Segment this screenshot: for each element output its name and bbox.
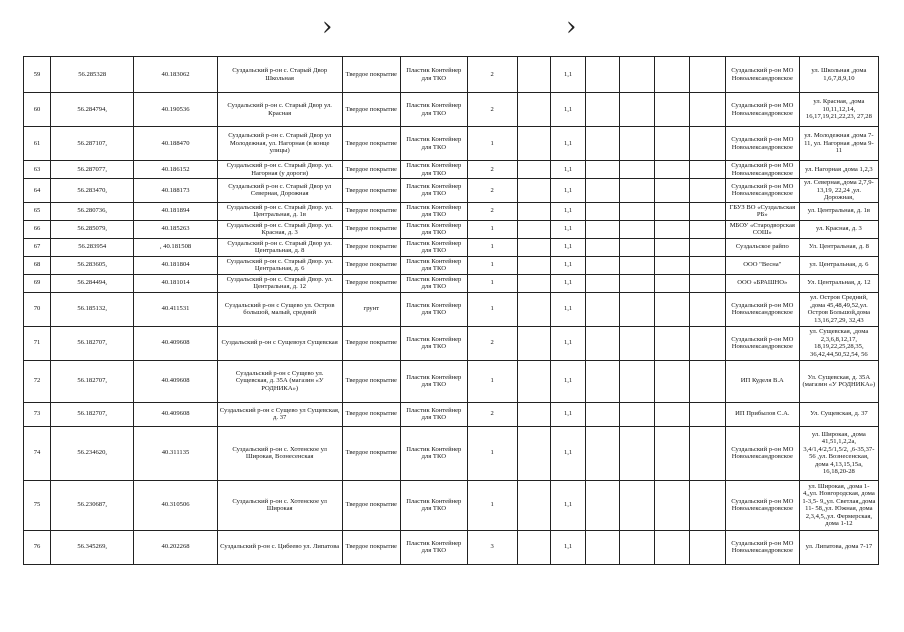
container-type: Пластик Контейнер для ТКО xyxy=(400,127,467,161)
served-addresses: ул. Сущевская, ,дома 2,3,6,8,12,17, 18,19,22,25,28,35, 36,42,44,50,52,54, 56 xyxy=(799,326,878,360)
container-type: Пластик Контейнер для ТКО xyxy=(400,256,467,274)
row-number: 72 xyxy=(24,360,51,402)
empty-cell xyxy=(517,326,550,360)
empty-cell xyxy=(586,256,619,274)
empty-cell xyxy=(517,360,550,402)
latitude: 56.284794, xyxy=(51,93,134,127)
empty-cell xyxy=(586,530,619,564)
table-row xyxy=(24,360,879,402)
empty-cell xyxy=(619,530,654,564)
latitude: 56.182707, xyxy=(51,360,134,402)
site-owner: ГБУЗ ВО «Суздальская РБ» xyxy=(725,202,799,220)
empty-cell xyxy=(655,161,690,179)
latitude: 56.182707, xyxy=(51,402,134,426)
site-owner: ООО "Весна" xyxy=(725,256,799,274)
row-number: 76 xyxy=(24,530,51,564)
empty-cell xyxy=(619,238,654,256)
site-owner: Суздальский р-он МО Новоалександровское xyxy=(725,530,799,564)
site-address: Суздальский р-он с. Старый Двор ул Молодежная, ул. Нагорная (в конце улицы) xyxy=(217,127,342,161)
container-type: Пластик Контейнер для ТКО xyxy=(400,220,467,238)
latitude: 56.287077, xyxy=(51,161,134,179)
served-addresses: ул. Молодежная ,дома 7-11, ул. Нагорная ,дома 9-11 xyxy=(799,127,878,161)
table-row xyxy=(24,220,879,238)
container-type: Пластик Контейнер для ТКО xyxy=(400,292,467,326)
empty-cell xyxy=(619,202,654,220)
empty-cell xyxy=(586,179,619,203)
site-owner: Суздальский р-он МО Новоалександровское xyxy=(725,57,799,93)
latitude: 56.283954 xyxy=(51,238,134,256)
container-volume: 1,1 xyxy=(550,238,585,256)
longitude: 40.181804 xyxy=(134,256,217,274)
site-address: Суздальский р-он с Сущево ул. Сущевская, д. 35А (магазин «У РОДНИКА») xyxy=(217,360,342,402)
latitude: 56.234620, xyxy=(51,426,134,480)
latitude: 56.185132, xyxy=(51,292,134,326)
latitude: 56.284494, xyxy=(51,274,134,292)
row-number: 60 xyxy=(24,93,51,127)
empty-cell xyxy=(690,161,725,179)
surface-type: грунт xyxy=(342,292,400,326)
container-type: Пластик Контейнер для ТКО xyxy=(400,202,467,220)
site-address: Суздальский р-он с. Хотенское ул Широкая, Вознесенская xyxy=(217,426,342,480)
surface-type: Твердое покрытие xyxy=(342,480,400,530)
empty-cell xyxy=(586,402,619,426)
container-count: 1 xyxy=(467,256,517,274)
site-owner: Суздальское райпо xyxy=(725,238,799,256)
empty-cell xyxy=(586,292,619,326)
site-owner: Суздальский р-он МО Новоалександровское xyxy=(725,326,799,360)
empty-cell xyxy=(655,202,690,220)
latitude: 56.283470, xyxy=(51,179,134,203)
longitude: 40.183062 xyxy=(134,57,217,93)
empty-cell xyxy=(690,238,725,256)
empty-cell xyxy=(517,426,550,480)
site-address: Суздальский р-он с. Старый Двор. ул. Красная, д. 3 xyxy=(217,220,342,238)
surface-type: Твердое покрытие xyxy=(342,179,400,203)
container-volume: 1,1 xyxy=(550,360,585,402)
served-addresses: ул. Остров Средний, ,дома 45,48,49,52,ул. Остров Большой,дома 13,16,27,29, 32,43 xyxy=(799,292,878,326)
empty-cell xyxy=(517,202,550,220)
empty-cell xyxy=(619,326,654,360)
served-addresses: ул. Северная,,дома 2,7,9- 13,19, 22,24 ,ул. Дорожная, xyxy=(799,179,878,203)
empty-cell xyxy=(690,274,725,292)
container-volume: 1,1 xyxy=(550,530,585,564)
container-type: Пластик Контейнер для ТКО xyxy=(400,274,467,292)
surface-type: Твердое покрытие xyxy=(342,93,400,127)
empty-cell xyxy=(517,256,550,274)
served-addresses: ул. Широкая, ,дома 1-4,,ул. Новгородская, дома 1-3,5- 9,,ул. Светлая,,дома 11- 58,,ул. Южная, дома 2,3,4,5,,ул. Фермерская, дома 1-12 xyxy=(799,480,878,530)
table-row xyxy=(24,127,879,161)
container-count: 1 xyxy=(467,292,517,326)
row-number: 64 xyxy=(24,179,51,203)
site-owner: ИП Прибылов С.А. xyxy=(725,402,799,426)
container-type: Пластик Контейнер для ТКО xyxy=(400,57,467,93)
longitude: 40.310506 xyxy=(134,480,217,530)
container-count: 2 xyxy=(467,179,517,203)
empty-cell xyxy=(690,480,725,530)
longitude: 40.186152 xyxy=(134,161,217,179)
row-number: 71 xyxy=(24,326,51,360)
latitude: 56.285328 xyxy=(51,57,134,93)
table-row xyxy=(24,402,879,426)
longitude: , 40.181508 xyxy=(134,238,217,256)
container-count: 1 xyxy=(467,238,517,256)
site-address: Суздальский р-он с Сущево ул. Остров большой, малый, средний xyxy=(217,292,342,326)
empty-cell xyxy=(690,179,725,203)
container-volume: 1,1 xyxy=(550,426,585,480)
empty-cell xyxy=(586,57,619,93)
empty-cell xyxy=(655,360,690,402)
latitude: 56.283605, xyxy=(51,256,134,274)
empty-cell xyxy=(655,127,690,161)
empty-cell xyxy=(655,530,690,564)
empty-cell xyxy=(517,179,550,203)
page-marks xyxy=(0,14,904,44)
empty-cell xyxy=(586,93,619,127)
empty-cell xyxy=(619,179,654,203)
served-addresses: Ул. Сущевская, д. 37 xyxy=(799,402,878,426)
empty-cell xyxy=(619,127,654,161)
longitude: 40.181014 xyxy=(134,274,217,292)
surface-type: Твердое покрытие xyxy=(342,256,400,274)
empty-cell xyxy=(517,57,550,93)
empty-cell xyxy=(586,127,619,161)
empty-cell xyxy=(619,426,654,480)
empty-cell xyxy=(619,480,654,530)
container-count: 2 xyxy=(467,57,517,93)
table-row xyxy=(24,274,879,292)
container-type: Пластик Контейнер для ТКО xyxy=(400,179,467,203)
punch-mark-right: › xyxy=(566,12,577,42)
served-addresses: ул. Центральная, д. 1в xyxy=(799,202,878,220)
empty-cell xyxy=(690,326,725,360)
row-number: 61 xyxy=(24,127,51,161)
site-address: Суздальский р-он с. Хотенское ул Широкая xyxy=(217,480,342,530)
container-type: Пластик Контейнер для ТКО xyxy=(400,238,467,256)
row-number: 68 xyxy=(24,256,51,274)
empty-cell xyxy=(517,530,550,564)
empty-cell xyxy=(517,480,550,530)
longitude: 40.181894 xyxy=(134,202,217,220)
site-address: Суздальский р-он с. Старый Двор. ул. Центральная, д. 1в xyxy=(217,202,342,220)
longitude: 40.190536 xyxy=(134,93,217,127)
container-type: Пластик Контейнер для ТКО xyxy=(400,426,467,480)
empty-cell xyxy=(586,360,619,402)
container-volume: 1,1 xyxy=(550,220,585,238)
table-row xyxy=(24,93,879,127)
served-addresses: ул. Красная, ,дома 10,11,12,14, 16,17,19,21,22,23, 27,28 xyxy=(799,93,878,127)
empty-cell xyxy=(586,274,619,292)
site-address: Суздальский р-он с. Цибеево ул. Липатова xyxy=(217,530,342,564)
container-count: 1 xyxy=(467,274,517,292)
longitude: 40.185263 xyxy=(134,220,217,238)
row-number: 66 xyxy=(24,220,51,238)
empty-cell xyxy=(586,326,619,360)
empty-cell xyxy=(619,256,654,274)
table-row xyxy=(24,238,879,256)
site-address: Суздальский р-он с. Старый Двор ул. Центральная, д. 8 xyxy=(217,238,342,256)
row-number: 63 xyxy=(24,161,51,179)
site-owner: Суздальский р-он МО Новоалександровское xyxy=(725,480,799,530)
site-address: Суздальский р-он с. Старый Двор. ул. Центральная, д. 12 xyxy=(217,274,342,292)
container-type: Пластик Контейнер для ТКО xyxy=(400,402,467,426)
longitude: 40.409608 xyxy=(134,360,217,402)
container-volume: 1,1 xyxy=(550,480,585,530)
empty-cell xyxy=(619,57,654,93)
empty-cell xyxy=(586,238,619,256)
empty-cell xyxy=(517,127,550,161)
empty-cell xyxy=(619,292,654,326)
empty-cell xyxy=(655,426,690,480)
site-owner: ООО «БРАШНО» xyxy=(725,274,799,292)
table-row xyxy=(24,256,879,274)
container-type: Пластик Контейнер для ТКО xyxy=(400,360,467,402)
empty-cell xyxy=(690,93,725,127)
longitude: 40.409608 xyxy=(134,326,217,360)
empty-cell xyxy=(655,292,690,326)
empty-cell xyxy=(586,426,619,480)
empty-cell xyxy=(655,256,690,274)
site-owner: Суздальский р-он МО Новоалександровское xyxy=(725,179,799,203)
site-owner: Суздальский р-он МО Новоалександровское xyxy=(725,161,799,179)
container-count: 2 xyxy=(467,202,517,220)
site-address: Суздальский р-он с. Старый Двор ул Северная, Дорожная xyxy=(217,179,342,203)
empty-cell xyxy=(655,402,690,426)
container-volume: 1,1 xyxy=(550,292,585,326)
served-addresses: ул. Нагорная ,дома 1,2,3 xyxy=(799,161,878,179)
container-type: Пластик Контейнер для ТКО xyxy=(400,161,467,179)
longitude: 40.411531 xyxy=(134,292,217,326)
empty-cell xyxy=(517,161,550,179)
container-volume: 1,1 xyxy=(550,402,585,426)
empty-cell xyxy=(586,161,619,179)
container-volume: 1,1 xyxy=(550,57,585,93)
served-addresses: ул. Школьная ,дома 1,6,7,8,9,10 xyxy=(799,57,878,93)
empty-cell xyxy=(619,93,654,127)
empty-cell xyxy=(619,220,654,238)
container-count: 1 xyxy=(467,360,517,402)
empty-cell xyxy=(517,93,550,127)
longitude: 40.409608 xyxy=(134,402,217,426)
empty-cell xyxy=(655,57,690,93)
row-number: 73 xyxy=(24,402,51,426)
latitude: 56.230687, xyxy=(51,480,134,530)
empty-cell xyxy=(690,530,725,564)
empty-cell xyxy=(517,274,550,292)
surface-type: Твердое покрытие xyxy=(342,161,400,179)
table-row xyxy=(24,57,879,93)
row-number: 69 xyxy=(24,274,51,292)
surface-type: Твердое покрытие xyxy=(342,402,400,426)
empty-cell xyxy=(690,292,725,326)
container-count: 2 xyxy=(467,161,517,179)
site-address: Суздальский р-он с. Старый Двор. ул. Нагорная (у дороги) xyxy=(217,161,342,179)
site-owner: Суздальский р-он МО Новоалександровское xyxy=(725,426,799,480)
table-row xyxy=(24,326,879,360)
surface-type: Твердое покрытие xyxy=(342,202,400,220)
site-owner: Суздальский р-он МО Новоалександровское xyxy=(725,292,799,326)
empty-cell xyxy=(690,360,725,402)
site-owner: ИП Куделя В.А xyxy=(725,360,799,402)
surface-type: Твердое покрытие xyxy=(342,360,400,402)
site-owner: МБОУ «Стародворская СОШ» xyxy=(725,220,799,238)
latitude: 56.285079, xyxy=(51,220,134,238)
empty-cell xyxy=(690,127,725,161)
container-volume: 1,1 xyxy=(550,179,585,203)
site-address: Суздальский р-он с Сущево ул Сущевская, д. 37 xyxy=(217,402,342,426)
row-number: 74 xyxy=(24,426,51,480)
site-owner: Суздальский р-он МО Новоалександровское xyxy=(725,93,799,127)
empty-cell xyxy=(517,220,550,238)
site-address: Суздальский р-он с. Старый Двор Школьная xyxy=(217,57,342,93)
surface-type: Твердое покрытие xyxy=(342,326,400,360)
surface-type: Твердое покрытие xyxy=(342,57,400,93)
empty-cell xyxy=(655,179,690,203)
empty-cell xyxy=(690,256,725,274)
surface-type: Твердое покрытие xyxy=(342,220,400,238)
container-volume: 1,1 xyxy=(550,326,585,360)
empty-cell xyxy=(619,360,654,402)
empty-cell xyxy=(690,57,725,93)
empty-cell xyxy=(619,161,654,179)
served-addresses: ул. Липатова, дома 7-17 xyxy=(799,530,878,564)
site-address: Суздальский р-он с. Старый Двор. ул. Центральная, д. 6 xyxy=(217,256,342,274)
container-volume: 1,1 xyxy=(550,127,585,161)
empty-cell xyxy=(690,402,725,426)
longitude: 40.202268 xyxy=(134,530,217,564)
container-volume: 1,1 xyxy=(550,202,585,220)
longitude: 40.188173 xyxy=(134,179,217,203)
container-type: Пластик Контейнер для ТКО xyxy=(400,326,467,360)
surface-type: Твердое покрытие xyxy=(342,238,400,256)
empty-cell xyxy=(619,402,654,426)
empty-cell xyxy=(517,292,550,326)
container-count: 1 xyxy=(467,426,517,480)
row-number: 65 xyxy=(24,202,51,220)
empty-cell xyxy=(517,238,550,256)
empty-cell xyxy=(655,480,690,530)
longitude: 40.188470 xyxy=(134,127,217,161)
served-addresses: Ул. Центральная, д. 12 xyxy=(799,274,878,292)
table-row xyxy=(24,426,879,480)
empty-cell xyxy=(655,326,690,360)
surface-type: Твердое покрытие xyxy=(342,127,400,161)
container-type: Пластик Контейнер для ТКО xyxy=(400,480,467,530)
empty-cell xyxy=(517,402,550,426)
empty-cell xyxy=(690,426,725,480)
container-count: 2 xyxy=(467,326,517,360)
waste-site-registry-table xyxy=(23,56,879,565)
empty-cell xyxy=(655,93,690,127)
empty-cell xyxy=(586,220,619,238)
table-row xyxy=(24,530,879,564)
latitude: 56.345269, xyxy=(51,530,134,564)
container-count: 3 xyxy=(467,530,517,564)
container-volume: 1,1 xyxy=(550,256,585,274)
punch-mark-left: › xyxy=(322,12,333,42)
container-count: 2 xyxy=(467,93,517,127)
latitude: 56.182707, xyxy=(51,326,134,360)
served-addresses: Ул. Сущевская, д. 35А (магазин «У РОДНИКА») xyxy=(799,360,878,402)
container-volume: 1,1 xyxy=(550,161,585,179)
empty-cell xyxy=(586,202,619,220)
longitude: 40.311135 xyxy=(134,426,217,480)
table-row xyxy=(24,161,879,179)
empty-cell xyxy=(690,202,725,220)
latitude: 56.287107, xyxy=(51,127,134,161)
served-addresses: Ул. Центральная, д. 8 xyxy=(799,238,878,256)
surface-type: Твердое покрытие xyxy=(342,426,400,480)
table-row xyxy=(24,202,879,220)
site-address: Суздальский р-он с. Старый Двор ул. Красная xyxy=(217,93,342,127)
empty-cell xyxy=(655,238,690,256)
container-type: Пластик Контейнер для ТКО xyxy=(400,530,467,564)
served-addresses: ул. Красная, д. 3 xyxy=(799,220,878,238)
container-count: 1 xyxy=(467,480,517,530)
row-number: 59 xyxy=(24,57,51,93)
empty-cell xyxy=(655,274,690,292)
container-count: 2 xyxy=(467,402,517,426)
container-count: 1 xyxy=(467,127,517,161)
empty-cell xyxy=(690,220,725,238)
surface-type: Твердое покрытие xyxy=(342,274,400,292)
empty-cell xyxy=(655,220,690,238)
empty-cell xyxy=(586,480,619,530)
served-addresses: ул. Широкая, ,дома 41,51,1,2,2a, 3,4/1,4/2,5/1,5/2, ,6-35,37-56 ,ул. Вознесенская, дома 4,13,15,15a, 16,18,20-28 xyxy=(799,426,878,480)
row-number: 70 xyxy=(24,292,51,326)
table-row xyxy=(24,292,879,326)
latitude: 56.280736, xyxy=(51,202,134,220)
container-type: Пластик Контейнер для ТКО xyxy=(400,93,467,127)
site-owner: Суздальский р-он МО Новоалександровское xyxy=(725,127,799,161)
site-address: Суздальский р-он с Сущевоул Сущевская xyxy=(217,326,342,360)
container-count: 1 xyxy=(467,220,517,238)
row-number: 67 xyxy=(24,238,51,256)
empty-cell xyxy=(619,274,654,292)
table-row xyxy=(24,179,879,203)
row-number: 75 xyxy=(24,480,51,530)
container-volume: 1,1 xyxy=(550,274,585,292)
served-addresses: ул. Центральная, д. 6 xyxy=(799,256,878,274)
surface-type: Твердое покрытие xyxy=(342,530,400,564)
table-row xyxy=(24,480,879,530)
container-volume: 1,1 xyxy=(550,93,585,127)
